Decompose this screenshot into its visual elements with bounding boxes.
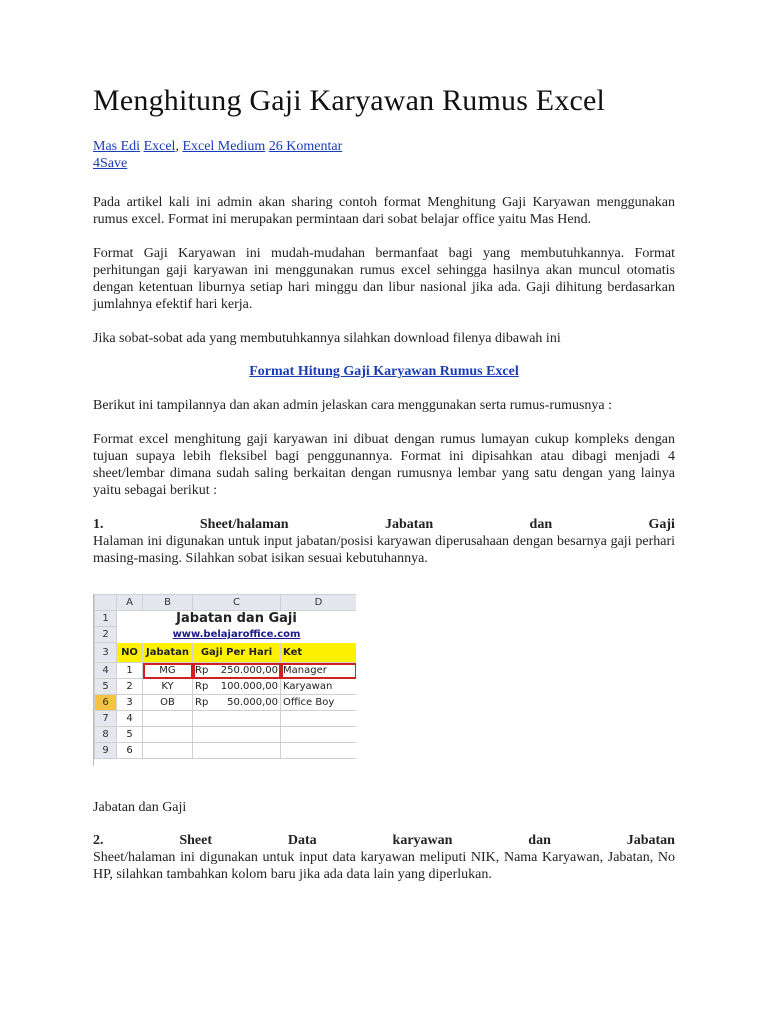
paragraph-download: Jika sobat-sobat ada yang membutuhkannya silahkan download filenya dibawah ini	[93, 331, 561, 346]
cell-ket: Karyawan	[281, 679, 357, 695]
comments-link[interactable]: 26 Komentar	[268, 139, 343, 154]
cell-gaji	[193, 727, 281, 743]
section1-heading-word: 1.	[93, 517, 104, 532]
cell-jabatan: KY	[143, 679, 193, 695]
cell-no: 2	[117, 679, 143, 695]
paragraph-format: Format Gaji Karyawan ini mudah-mudahan bermanfaat bagi yang membutuhkannya. Format perhitungan gaji karyawan ini menggunakan rumus excel sehingga hasilnya akan muncul otomatis dengan ketentuan liburnya setiap hari minggu dan libur nasional jika ada. Gaji dihitung berdasarkan jumlahnya efektif hari kerja.	[93, 246, 675, 312]
cell-jabatan	[143, 743, 193, 759]
cell-jabatan: OB	[143, 695, 193, 711]
sheet-title: Jabatan dan Gaji	[176, 611, 297, 626]
table-header-jabatan: Jabatan	[143, 643, 193, 663]
cell-jabatan: MG	[143, 663, 193, 679]
row-number: 5	[95, 679, 117, 695]
cell-currency: Rp	[195, 697, 209, 708]
section2-heading-word: 2.	[93, 833, 104, 848]
row-number: 3	[95, 643, 117, 663]
section2-heading-word: Sheet	[179, 833, 213, 848]
section2-heading-word: Jabatan	[626, 833, 675, 848]
section2-heading	[93, 832, 675, 849]
download-link[interactable]: Format Hitung Gaji Karyawan Rumus Excel	[249, 364, 519, 379]
paragraph-intro: Pada artikel kali ini admin akan sharing contoh format Menghitung Gaji Karyawan menggunakan rumus excel. Format ini merupakan permintaan dari sobat belajar office yaitu Mas Hend.	[93, 195, 675, 227]
category-link-excel[interactable]: Excel	[143, 139, 176, 154]
cell-gaji	[193, 679, 281, 695]
section1-heading-word: Jabatan	[384, 517, 434, 532]
row-number: 2	[95, 627, 117, 643]
cell-no: 5	[117, 727, 143, 743]
row-number: 8	[95, 727, 117, 743]
section2-heading-word: dan	[528, 833, 551, 848]
section1-heading-word: Gaji	[648, 517, 675, 532]
row-number: 4	[95, 663, 117, 679]
paragraph-complex: Format excel menghitung gaji karyawan ini dibuat dengan rumus lumayan cukup kompleks dengan tujuan supaya lebih fleksibel bagi penggunannya. Format ini dipisahkan atau dibagi menjadi 4 sheet/lembar dimana sudah saling berkaitan dengan rumusnya lembar yang satu dengan yang lainya yaitu sebagai berikut :	[93, 432, 675, 498]
cell-no: 4	[117, 711, 143, 727]
column-header: C	[193, 595, 281, 611]
section2-heading-word: Data	[287, 833, 317, 848]
image-caption: Jabatan dan Gaji	[93, 800, 187, 815]
cell-amount: 250.000,00	[220, 665, 278, 676]
save-link[interactable]: 4Save	[93, 156, 128, 171]
cell-no: 6	[117, 743, 143, 759]
paragraph-explain: Berikut ini tampilannya dan akan admin jelaskan cara menggunakan serta rumus-rumusnya :	[93, 398, 613, 413]
article-title: Menghitung Gaji Karyawan Rumus Excel	[93, 84, 606, 117]
cell-no: 3	[117, 695, 143, 711]
section1-text: Halaman ini digunakan untuk input jabatan/posisi karyawan diperusahaan dengan besarnya gaji perhari masing-masing. Silahkan sobat isikan sesuai kebutuhannya.	[93, 534, 675, 566]
row-number: 6	[95, 695, 117, 711]
column-header: A	[117, 595, 143, 611]
cell-amount: 100.000,00	[220, 681, 278, 692]
row-number: 7	[95, 711, 117, 727]
cell-jabatan	[143, 711, 193, 727]
cell-ket: Manager	[281, 663, 357, 679]
sheet-site: www.belajaroffice.com	[172, 629, 301, 640]
cell-no: 1	[117, 663, 143, 679]
section2-text: Sheet/halaman ini digunakan untuk input data karyawan meliputi NIK, Nama Karyawan, Jabatan, No HP, silahkan tambahkan kolom baru jika ada data lain yang diperlukan.	[93, 850, 675, 882]
download-link-wrap	[93, 364, 675, 380]
row-number: 1	[95, 611, 117, 627]
row-number: 9	[95, 743, 117, 759]
article	[93, 84, 675, 567]
table-header-ket: Ket	[281, 643, 357, 663]
section1-heading-word: dan	[529, 517, 553, 532]
cell-gaji	[193, 743, 281, 759]
spreadsheet-image	[93, 594, 356, 766]
table-header-gaji: Gaji Per Hari	[193, 643, 281, 663]
table-header-no: NO	[117, 643, 143, 663]
cell-gaji	[193, 663, 281, 679]
section1-heading-word: Sheet/halaman	[199, 517, 289, 532]
cell-gaji	[193, 695, 281, 711]
cell-gaji	[193, 711, 281, 727]
cell-amount: 50.000,00	[227, 697, 278, 708]
category-link-excel-medium[interactable]: Excel Medium	[182, 139, 266, 154]
cell-currency: Rp	[195, 681, 209, 692]
section2	[93, 832, 675, 883]
article-meta: Mas Edi Excel, Excel Medium 26 Komentar 4Save	[93, 139, 343, 171]
section2-heading-word: karyawan	[392, 833, 453, 848]
cell-ket	[281, 727, 357, 743]
author-link[interactable]: Mas Edi	[93, 139, 141, 154]
cell-ket: Office Boy	[281, 695, 357, 711]
column-header: B	[143, 595, 193, 611]
cell-ket	[281, 711, 357, 727]
cell-currency: Rp	[195, 665, 209, 676]
section1-heading	[93, 516, 675, 533]
corner-cell	[95, 595, 117, 611]
cell-ket	[281, 743, 357, 759]
column-header: D	[281, 595, 357, 611]
cell-jabatan	[143, 727, 193, 743]
